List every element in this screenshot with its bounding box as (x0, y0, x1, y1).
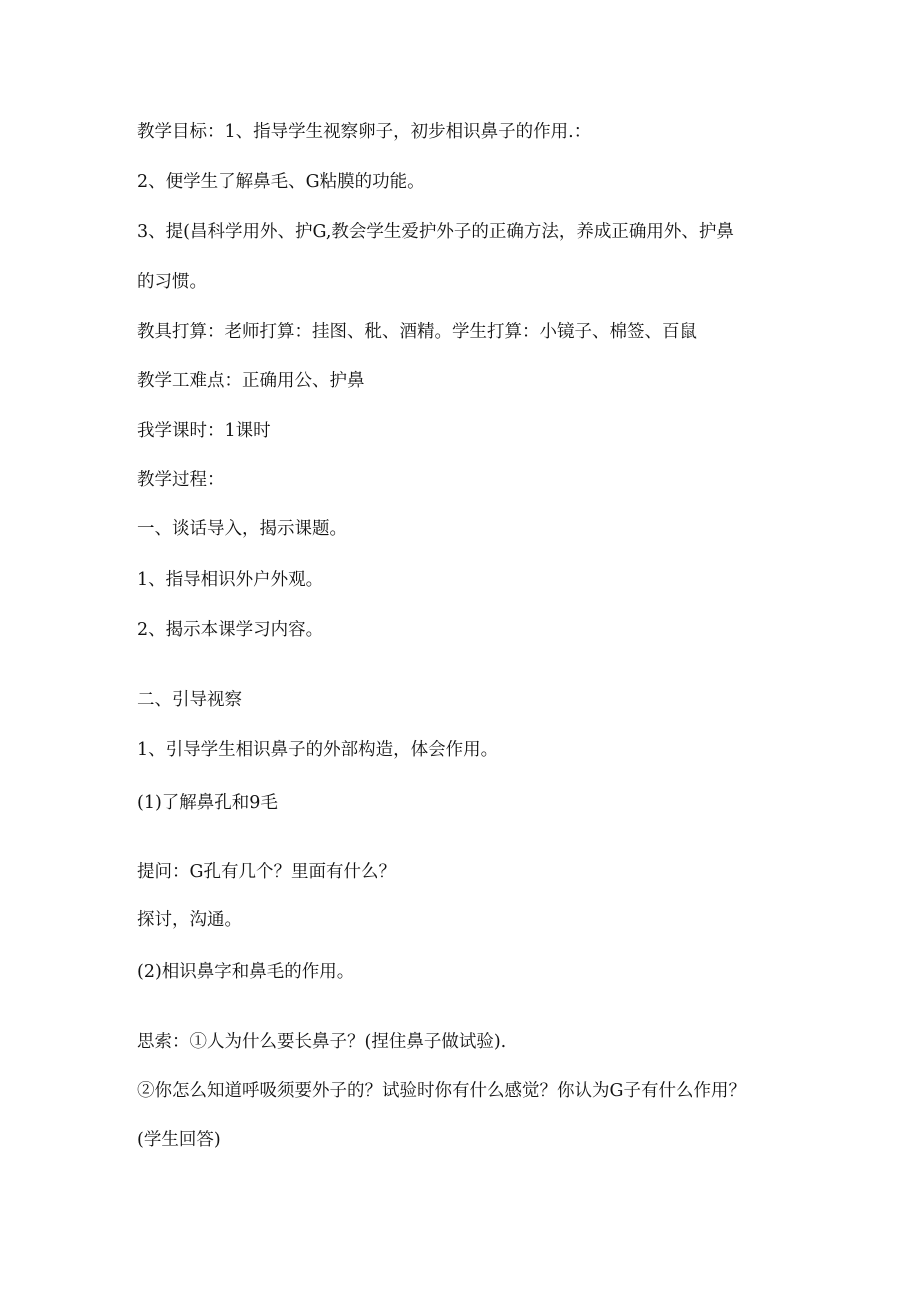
text-line-discussion: 探讨，沟通。 (137, 910, 242, 930)
text-line-sub-item-2: (2)相识鼻字和鼻毛的作用。 (137, 962, 355, 982)
text-line-section-1-item-1: 1、指导相识外户外观。 (137, 570, 324, 590)
text-line-materials: 教具打算：老师打算：挂图、秕、酒精。学生打算：小镜子、棉签、百鼠 (137, 322, 697, 342)
text-line-class-hours: 我学课时：1课时 (137, 421, 271, 441)
text-line-think-2: ②你怎么知道呼吸须要外子的？试验时你有什么感觉？你认为G子有什么作用？ (137, 1081, 746, 1101)
text-line-section-2: 二、引导视察 (137, 690, 242, 710)
text-line-goal-3: 3、提(昌科学用外、护G,教会学生爱护外子的正确方法，养成正确用外、护鼻 (137, 222, 734, 242)
text-line-section-1-item-2: 2、揭示本课学习内容。 (137, 620, 324, 640)
text-line-section-1: 一、谈话导入，揭示课题。 (137, 519, 347, 539)
text-line-goal-2: 2、便学生了解鼻毛、G粘膜的功能。 (137, 172, 425, 192)
text-line-student-answer: (学生回答) (137, 1130, 221, 1150)
text-line-sub-item-1: (1)了解鼻孔和9毛 (137, 793, 278, 813)
text-line-section-2-item-1: 1、引导学生相识鼻子的外部构造，体会作用。 (137, 740, 499, 760)
text-line-teaching-goal: 教学目标：1、指导学生视察卵子，初步相识鼻子的作用.： (137, 122, 592, 142)
text-line-key-points: 教学工难点：正确用公、护鼻 (137, 371, 365, 391)
text-line-think: 思索：①人为什么要长鼻子？(捏住鼻子做试验). (137, 1032, 507, 1052)
text-line-goal-3-cont: 的习惯。 (137, 272, 207, 292)
text-line-question: 提问：G孔有几个？里面有什么？ (137, 862, 396, 882)
text-line-process-heading: 教学过程： (137, 470, 225, 490)
